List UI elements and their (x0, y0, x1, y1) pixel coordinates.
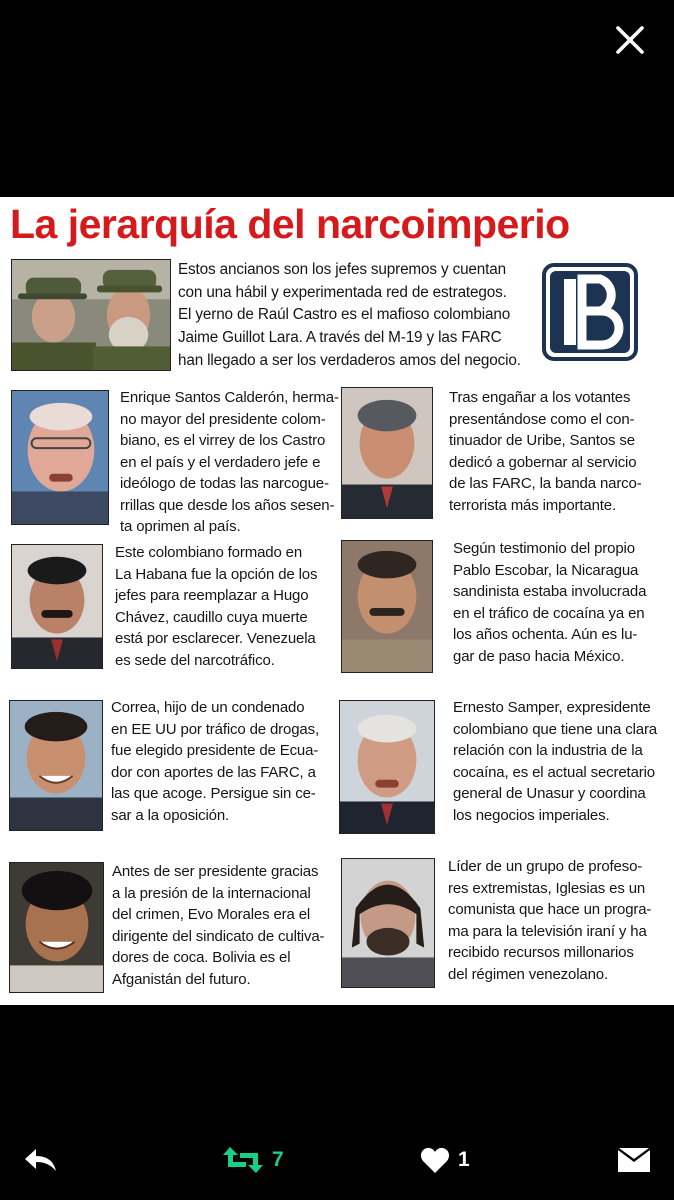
pb-logo (542, 263, 638, 361)
entry-text: Este colombiano formado en La Habana fue la opción de los jefes para reemplazar a Hugo Chávez, caudillo cuya muerte está por esclarecer. Venezuela es sede del narcotráfico. (115, 544, 318, 669)
entry-text: Según testimonio del propio Pablo Escobar, la Nicaragua sandinista estaba involucrada en el tráfico de cocaína ya en los años ochenta. Aún es lu- gar de paso hacia México. (453, 540, 647, 665)
daniel-ortega-photo (341, 540, 433, 673)
close-button[interactable] (608, 18, 652, 62)
close-icon (608, 18, 652, 62)
like-button[interactable] (420, 1142, 470, 1178)
entry-text: Líder de un grupo de profeso- res extremistas, Iglesias es un comunista que hace un progra- ma para la televisión iraní y ha recibido recursos millonarios del régimen venezolano. (448, 858, 652, 983)
tweet-media-image[interactable] (0, 197, 674, 1005)
retweet-icon (222, 1145, 264, 1175)
reply-icon (22, 1145, 60, 1175)
envelope-icon (617, 1146, 651, 1174)
evo-morales-photo (9, 862, 104, 993)
entry-text: Enrique Santos Calderón, herma- no mayor del presidente colom- biano, es el virrey de los Castro en el país y el verdadero jefe e ideólogo de todas las narcogue- rrillas que desde los años sesen- ta oprimen al país. (120, 389, 339, 535)
tweet-action-bar (0, 1120, 674, 1200)
retweet-button[interactable] (222, 1142, 284, 1178)
rafael-correa-photo (9, 700, 103, 831)
reply-button[interactable] (22, 1142, 60, 1178)
enrique-santos-photo (11, 390, 109, 525)
nicolas-maduro-photo (11, 544, 103, 669)
retweet-count: 7 (272, 1148, 284, 1171)
juan-manuel-santos-photo (341, 387, 433, 519)
article-headline: La jerarquía del narcoimperio (10, 201, 570, 247)
ernesto-samper-photo (339, 700, 435, 834)
heart-icon (420, 1146, 450, 1174)
intro-text: Estos ancianos son los jefes supremos y cuentan con una hábil y experimentada red de estrategos. El yerno de Raúl Castro es el mafioso colombiano Jaime Guillot Lara. A través del M-19 y las FARC han llegado a ser los verdaderos amos del negocio. (178, 261, 521, 369)
entry-text: Antes de ser presidente gracias a la presión de la internacional del crimen, Evo Morales era el dirigente del sindicato de cultiva- dores de coca. Bolivia es el Afganistán del futuro. (112, 863, 325, 988)
like-count: 1 (458, 1148, 470, 1171)
direct-message-button[interactable] (617, 1142, 651, 1178)
castro-brothers-photo (11, 259, 171, 371)
entry-text: Correa, hijo de un condenado en EE UU por tráfico de drogas, fue elegido presidente de Ecua- dor con aportes de las FARC, a las que acoge. Persigue sin ce- sar a la oposición. (111, 699, 319, 824)
entry-text: Ernesto Samper, expresidente colombiano que tiene una clara relación con la industria de la cocaína, es el actual secretario general de Unasur y coordina los negocios imperiales. (453, 699, 657, 824)
pablo-iglesias-photo (341, 858, 435, 988)
entry-text: Tras engañar a los votantes presentándose como el con- tinuador de Uribe, Santos se dedicó a gobernar al servicio de las FARC, la banda narco- terrorista más importante. (449, 389, 642, 514)
